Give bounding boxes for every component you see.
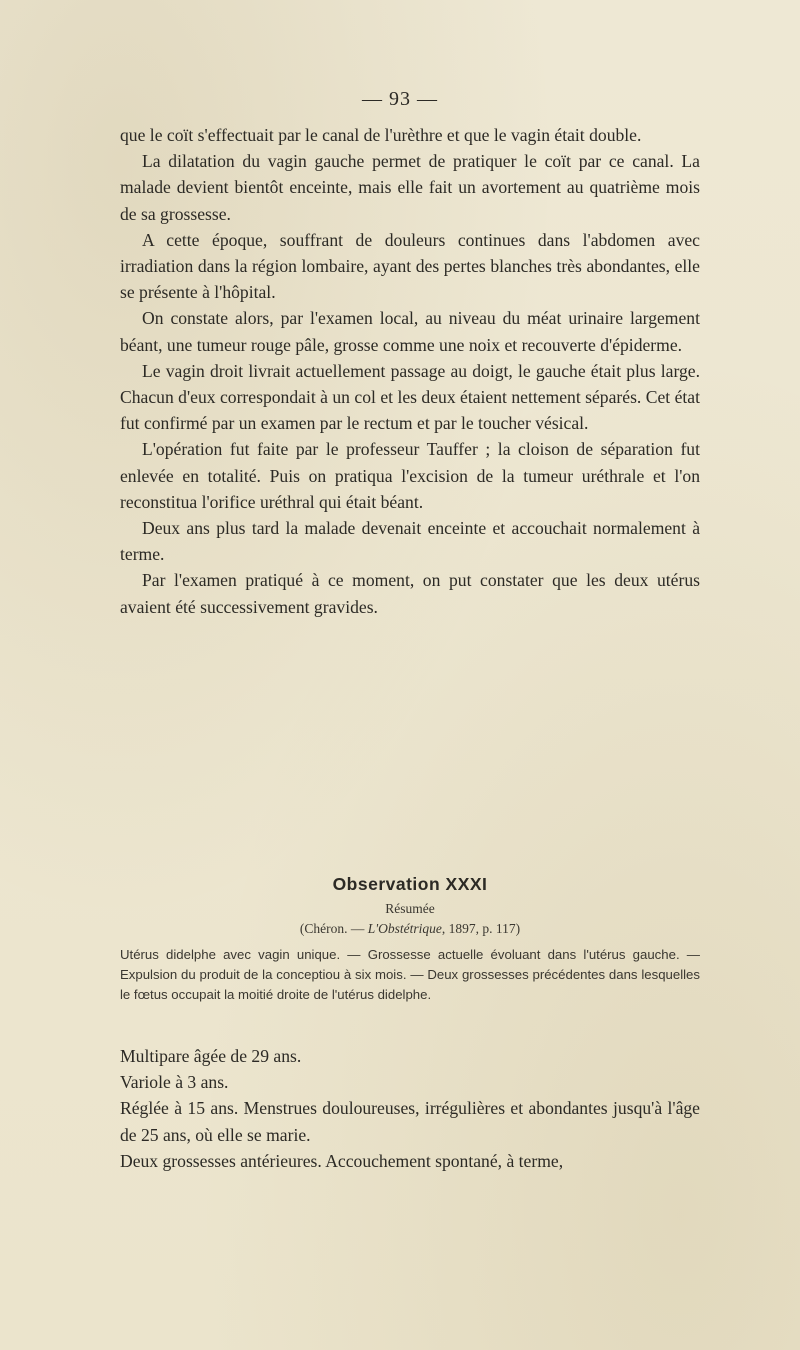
observation-section bbox=[120, 874, 700, 1005]
case-line: Deux grossesses antérieures. Accouchement spontané, à terme, bbox=[120, 1150, 564, 1171]
reference-suffix: , 1897, p. 117) bbox=[441, 921, 521, 936]
case-line: Réglée à 15 ans. Menstrues douloureuses, irrégulières et abondantes jusqu'à l'âge de 25 ans, où elle se marie. bbox=[120, 1098, 700, 1145]
page-number: — 93 — bbox=[362, 88, 438, 110]
paragraph: La dilatation du vagin gauche permet de pratiquer le coït par ce canal. La malade devient bientôt enceinte, mais elle fait un avortement au quatrième mois de sa grossesse. bbox=[120, 151, 700, 224]
paragraph: que le coït s'effectuait par le canal de l'urèthre et que le vagin était double. bbox=[120, 125, 642, 145]
paragraph: A cette époque, souffrant de douleurs continues dans l'abdomen avec irradiation dans la région lombaire, ayant des pertes blanches très abondantes, elle se présente à l'hôpital. bbox=[120, 229, 700, 303]
reference-journal: L'Obstétrique bbox=[367, 921, 442, 936]
paragraph: Le vagin droit livrait actuellement passage au doigt, le gauche était plus large. Chacun d'eux correspondait à un col et les deux étaient nettement séparés. Cet état fut confirmé par un examen par le rectum et par le toucher vésical. bbox=[120, 360, 700, 434]
case-line: Multipare âgée de 29 ans. bbox=[120, 1046, 302, 1066]
body-text bbox=[120, 122, 700, 620]
observation-reference bbox=[120, 921, 700, 937]
paragraph: Par l'examen pratiqué à ce moment, on put constater que les deux utérus avaient été successivement gravides. bbox=[120, 570, 700, 617]
reference-prefix: (Chéron. — bbox=[299, 921, 368, 936]
paragraph: On constate alors, par l'examen local, au niveau du méat urinaire largement béant, une tumeur rouge pâle, grosse comme une noix et recouverte d'épiderme. bbox=[120, 308, 700, 355]
observation-summary: Utérus didelphe avec vagin unique. — Grossesse actuelle évoluant dans l'utérus gauche. — Expulsion du produit de la conceptiou à six mois. — Deux grossesses précédentes dans lesquelles le fœtus occupait la moitié droite de l'utérus didelphe. bbox=[120, 947, 700, 1002]
case-line: Variole à 3 ans. bbox=[120, 1072, 229, 1093]
observation-subtitle: Résumée bbox=[385, 901, 435, 916]
case-text bbox=[120, 1043, 700, 1174]
observation-title: Observation XXXI bbox=[332, 874, 488, 894]
paragraph: Deux ans plus tard la malade devenait enceinte et accouchait normalement à terme. bbox=[120, 518, 700, 565]
paragraph: L'opération fut faite par le professeur Tauffer ; la cloison de séparation fut enlevée en totalité. Puis on pratiqua l'excision de la tumeur uréthrale et l'on reconstitua l'orifice uréthral qui était béant. bbox=[120, 439, 700, 512]
